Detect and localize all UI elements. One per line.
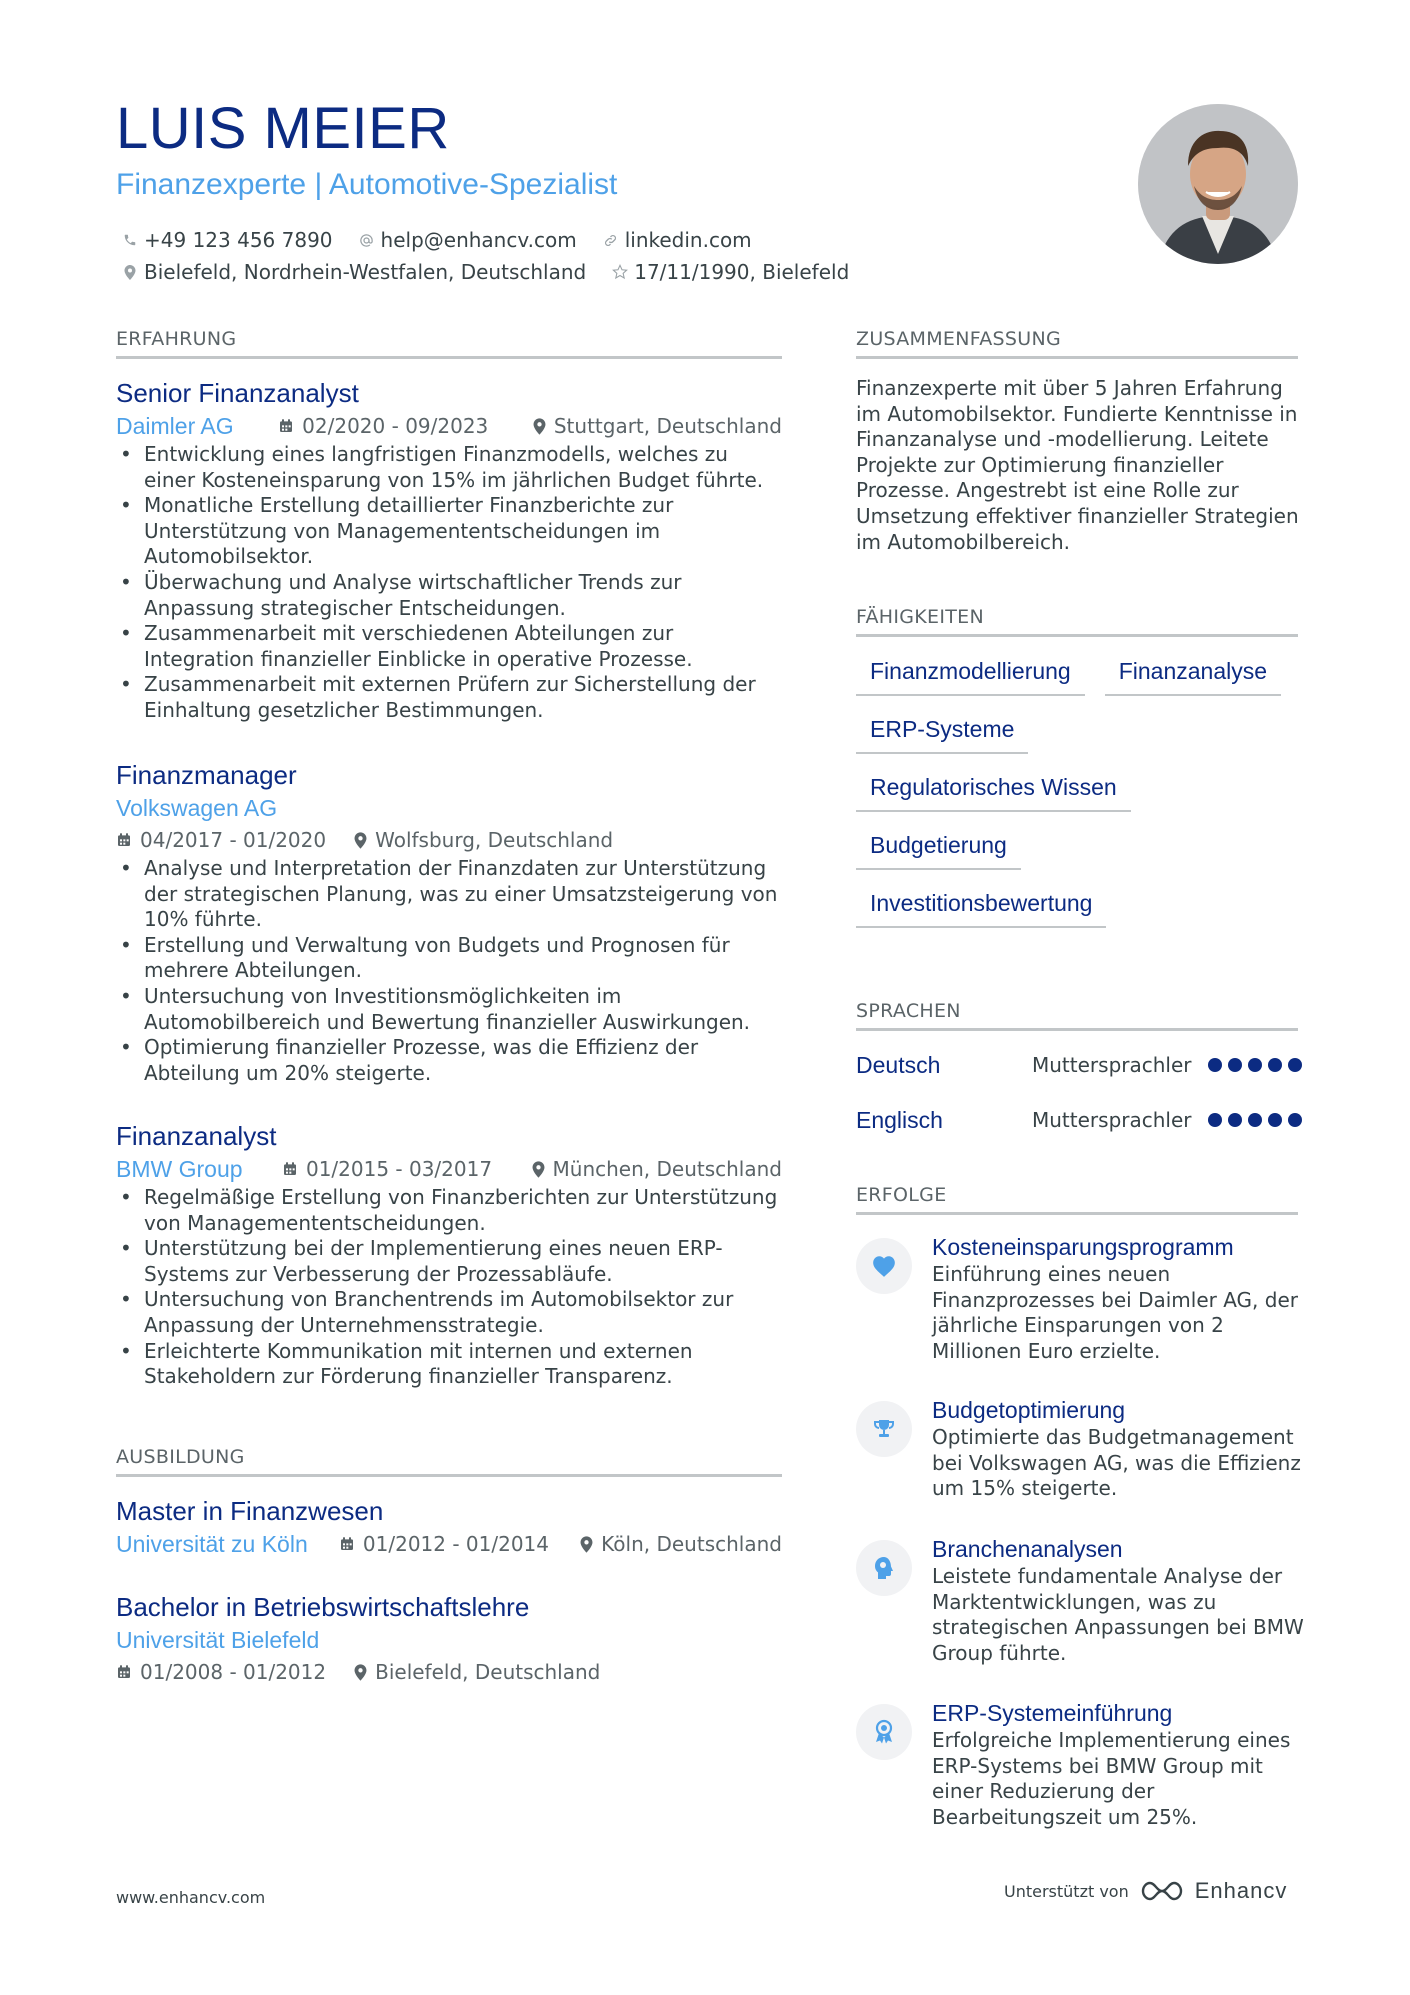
education-location — [354, 1660, 600, 1684]
job-bullets — [116, 856, 782, 1086]
dates-text: 01/2012 - 01/2014 — [362, 1532, 550, 1556]
calendar-icon — [339, 1536, 355, 1552]
education-entry — [116, 1590, 782, 1688]
footer-website[interactable]: www.enhancv.com — [116, 1888, 266, 1907]
language-name: Englisch — [856, 1106, 943, 1133]
achievement-title: Branchenanalysen — [932, 1536, 1123, 1562]
job-location — [533, 414, 782, 438]
trophy-icon — [856, 1401, 912, 1457]
job-dates — [116, 828, 326, 852]
job-bullets — [116, 442, 782, 724]
section-title-experience: ERFAHRUNG — [116, 328, 782, 359]
proficiency-dots — [1208, 1058, 1302, 1072]
job-bullets — [116, 1185, 782, 1390]
section-title-achievements: ERFOLGE — [856, 1184, 1298, 1215]
skill-tag: Regulatorisches Wissen — [856, 768, 1131, 812]
bullet-item: • Optimierung finanzieller Prozesse, was die Effizienz der Abteilung um 20% steigerte. — [116, 1035, 782, 1086]
education-location — [580, 1532, 782, 1556]
location-pin-icon — [580, 1536, 593, 1553]
language-name: Deutsch — [856, 1051, 941, 1078]
education-entry — [116, 1494, 782, 1560]
birth-item — [612, 260, 849, 284]
bullet-item: • Untersuchung von Investitionsmöglichkeiten im Automobilbereich und Bewertung finanzieller Auswirkungen. — [116, 984, 782, 1035]
dates-text: 01/2008 - 01/2012 — [140, 1660, 327, 1684]
phone-icon — [122, 232, 138, 248]
email-text[interactable]: help@enhancv.com — [380, 228, 577, 252]
proficiency-dot — [1248, 1113, 1262, 1127]
footer-branding — [1004, 1878, 1287, 1904]
candidate-name: LUIS MEIER — [116, 96, 450, 161]
bullet-item: • Entwicklung eines langfristigen Finanzmodells, welches zu einer Kosteneinsparung von 15% im jährlichen Budget führte. — [116, 442, 782, 493]
achievement-title: Budgetoptimierung — [932, 1397, 1126, 1423]
proficiency-dot — [1288, 1113, 1302, 1127]
skill-tag: Investitionsbewertung — [856, 884, 1106, 928]
job-dates — [282, 1157, 492, 1181]
skills-list — [856, 652, 1302, 942]
location-pin-icon — [532, 1161, 545, 1178]
profile-photo — [1138, 104, 1298, 264]
job-meta — [116, 1153, 782, 1185]
proficiency-dot — [1288, 1058, 1302, 1072]
section-title-languages: SPRACHEN — [856, 1000, 1298, 1031]
enhancv-logo-icon — [1139, 1879, 1185, 1903]
link-text[interactable]: linkedin.com — [624, 228, 752, 252]
degree-title: Bachelor in Betriebswirtschaftslehre — [116, 1592, 530, 1622]
experience-entry — [116, 1119, 782, 1390]
degree-title: Master in Finanzwesen — [116, 1496, 384, 1526]
candidate-title: Finanzexperte | Automotive-Spezialist — [116, 168, 618, 201]
summary-text: Finanzexperte mit über 5 Jahren Erfahrung im Automobilsektor. Fundierte Kenntnisse in Finanzanalyse und -modellierung. Leitete Projekte zur Optimierung finanzieller Prozesse. Angestrebt ist eine Rolle zur Umsetzung effektiver finanzieller Strategien im Automobilbereich. — [856, 376, 1299, 554]
experience-entry — [116, 758, 782, 1086]
brand-name: Enhancv — [1194, 1878, 1288, 1903]
bullet-item: • Analyse und Interpretation der Finanzdaten zur Unterstützung der strategischen Planung, was zu einer Umsatzsteigerung von 10% führte. — [116, 856, 782, 933]
powered-by-text: Unterstützt von — [1004, 1881, 1129, 1901]
language-level: Muttersprachler — [1032, 1108, 1192, 1132]
skill-tag: Finanzanalyse — [1105, 652, 1281, 696]
achievement-text: Optimierte das Budgetmanagement bei Volkswagen AG, was die Effizienz um 15% steigerte. — [932, 1425, 1301, 1501]
job-meta — [116, 410, 782, 442]
experience-entry — [116, 376, 782, 724]
location-pin-icon — [533, 418, 546, 435]
bullet-item: • Zusammenarbeit mit externen Prüfern zur Sicherstellung der Einhaltung gesetzlicher Bestimmungen. — [116, 672, 782, 723]
location-pin-icon — [354, 1664, 367, 1681]
achievement-text: Einführung eines neuen Finanzprozesses bei Daimler AG, der jährliche Einsparungen von 2 Millionen Euro erzielte. — [932, 1262, 1298, 1363]
link-item[interactable] — [603, 228, 752, 252]
birth-text: 17/11/1990, Bielefeld — [634, 260, 850, 284]
bullet-item: • Zusammenarbeit mit verschiedenen Abteilungen zur Integration finanzieller Einblicke in operative Prozesse. — [116, 621, 782, 672]
job-meta — [116, 824, 782, 856]
achievement-title: ERP-Systemeinführung — [932, 1700, 1173, 1726]
section-title-skills: FÄHIGKEITEN — [856, 606, 1298, 637]
phone-item — [122, 228, 333, 252]
skill-tag: ERP-Systeme — [856, 710, 1028, 754]
bullet-item: • Regelmäßige Erstellung von Finanzberichten zur Unterstützung von Managemententscheidungen. — [116, 1185, 782, 1236]
calendar-icon — [282, 1161, 298, 1177]
proficiency-dot — [1228, 1058, 1242, 1072]
phone-text: +49 123 456 7890 — [144, 228, 333, 252]
proficiency-dot — [1208, 1058, 1222, 1072]
calendar-icon — [278, 418, 294, 434]
job-title: Finanzanalyst — [116, 1121, 277, 1151]
proficiency-dots — [1208, 1113, 1302, 1127]
dates-text: 02/2020 - 09/2023 — [302, 414, 489, 438]
link-icon — [603, 232, 619, 248]
bullet-item: • Überwachung und Analyse wirtschaftlicher Trends zur Anpassung strategischer Entscheidungen. — [116, 570, 782, 621]
location-text: Köln, Deutschland — [601, 1532, 782, 1556]
section-title-education: AUSBILDUNG — [116, 1446, 782, 1477]
achievement-title: Kosteneinsparungsprogramm — [932, 1234, 1234, 1260]
star-icon — [612, 264, 628, 280]
language-row — [856, 1103, 1302, 1137]
job-title: Senior Finanzanalyst — [116, 378, 359, 408]
proficiency-dot — [1268, 1058, 1282, 1072]
location-text: Wolfsburg, Deutschland — [375, 828, 614, 852]
at-icon — [359, 232, 375, 248]
education-meta — [116, 1528, 782, 1560]
proficiency-dot — [1268, 1113, 1282, 1127]
achievement-text: Leistete fundamentale Analyse der Marktentwicklungen, was zu strategischen Anpassungen bei BMW Group führte. — [932, 1564, 1304, 1665]
company-name: Volkswagen AG — [116, 795, 278, 821]
bullet-item: • Erstellung und Verwaltung von Budgets und Prognosen für mehrere Abteilungen. — [116, 933, 782, 984]
education-dates — [339, 1532, 549, 1556]
location-pin-icon — [354, 832, 367, 849]
location-item — [122, 260, 586, 284]
school-name: Universität zu Köln — [116, 1530, 308, 1557]
proficiency-dot — [1248, 1058, 1262, 1072]
skill-tag: Finanzmodellierung — [856, 652, 1085, 696]
proficiency-dot — [1228, 1113, 1242, 1127]
location-text: Bielefeld, Deutschland — [375, 1660, 601, 1684]
calendar-icon — [116, 832, 132, 848]
company-name: BMW Group — [116, 1155, 243, 1182]
bullet-item: • Erleichterte Kommunikation mit internen und externen Stakeholdern zur Förderung finanzieller Transparenz. — [116, 1339, 782, 1390]
heart-icon — [856, 1238, 912, 1294]
language-level: Muttersprachler — [1032, 1053, 1192, 1077]
language-row — [856, 1048, 1302, 1082]
education-meta — [116, 1656, 782, 1688]
bullet-item: • Untersuchung von Branchentrends im Automobilsektor zur Anpassung der Unternehmensstrategie. — [116, 1287, 782, 1338]
skill-tag: Budgetierung — [856, 826, 1021, 870]
award-icon — [856, 1704, 912, 1760]
contact-info — [122, 224, 902, 288]
location-pin-icon — [122, 264, 138, 280]
job-title: Finanzmanager — [116, 760, 297, 790]
location-text: München, Deutschland — [552, 1157, 782, 1181]
company-name: Daimler AG — [116, 412, 234, 439]
bullet-item: • Unterstützung bei der Implementierung eines neuen ERP-Systems zur Verbesserung der Prozessabläufe. — [116, 1236, 782, 1287]
school-name: Universität Bielefeld — [116, 1627, 320, 1653]
achievement-text: Erfolgreiche Implementierung eines ERP-Systems bei BMW Group mit einer Reduzierung der Bearbeitungszeit um 25%. — [932, 1728, 1291, 1829]
bullet-item: • Monatliche Erstellung detaillierter Finanzberichte zur Unterstützung von Managemententscheidungen im Automobilsektor. — [116, 493, 782, 570]
head-icon — [856, 1540, 912, 1596]
job-location — [354, 828, 613, 852]
dates-text: 04/2017 - 01/2020 — [140, 828, 327, 852]
email-item[interactable] — [359, 228, 577, 252]
calendar-icon — [116, 1664, 132, 1680]
education-dates — [116, 1660, 326, 1684]
job-location — [532, 1157, 782, 1181]
proficiency-dot — [1208, 1113, 1222, 1127]
section-title-summary: ZUSAMMENFASSUNG — [856, 328, 1298, 359]
location-text: Stuttgart, Deutschland — [553, 414, 782, 438]
dates-text: 01/2015 - 03/2017 — [305, 1157, 493, 1181]
location-text: Bielefeld, Nordrhein-Westfalen, Deutschland — [144, 260, 587, 284]
job-dates — [278, 414, 488, 438]
